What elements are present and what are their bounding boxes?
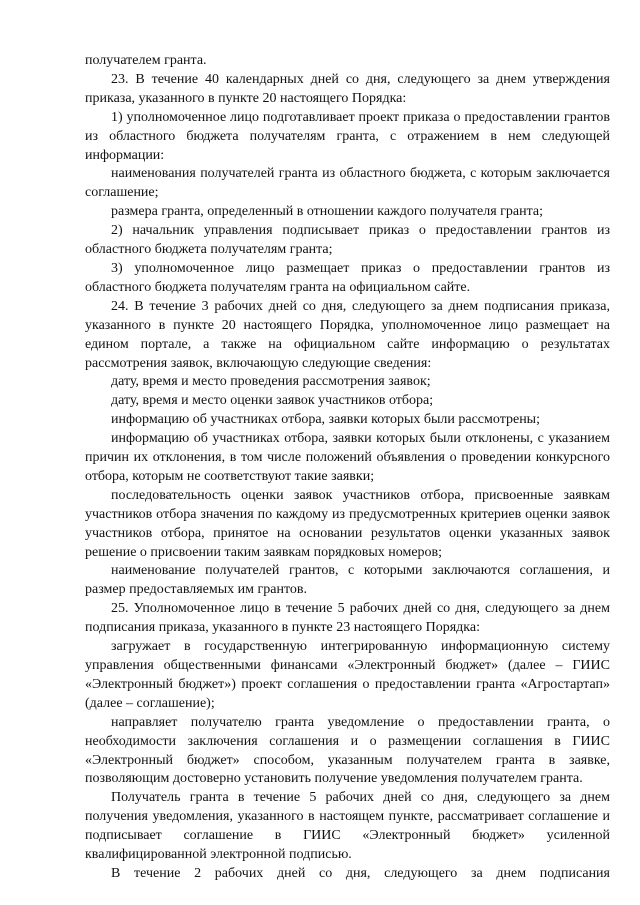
body-paragraph: 1) уполномоченное лицо подготавливает проект приказа о предоставлении грантов из областного бюджета получателям гранта, с отражением в нем следующей информации: [85,109,610,163]
body-paragraph: 3) уполномоченное лицо размещает приказ о предоставлении грантов из областного бюджета получателям гранта на официальном сайте. [85,260,610,295]
body-paragraph: загружает в государственную интегрированную информационную систему управления общественными финансами «Электронный бюджет» (далее – ГИИС «Электронный бюджет») проект соглашения о предоставлении гранта «Агростартап» (далее – соглашение); [85,639,610,711]
body-paragraph: 23. В течение 40 календарных дней со дня, следующего за днем утверждения приказа, указанного в пункте 20 настоящего Порядка: [85,71,610,106]
body-paragraph: последовательность оценки заявок участников отбора, присвоенные заявкам участников отбора значения по каждому из предусмотренных критериев оценки заявок участников отбора, принятое на основании результатов оценки указанных заявок решение о присвоении таким заявкам порядковых номеров; [85,487,610,560]
body-paragraph: В течение 2 рабочих дней со дня, следующего за днем подписания [111,865,610,881]
body-paragraph: размера гранта, определенный в отношении каждого получателя гранта; [111,204,544,220]
body-paragraph: направляет получателю гранта уведомление о предоставлении гранта, о необходимости заключения соглашения и о размещении соглашения в ГИИС «Электронный бюджет» способом, указанным получателем гранта в заявке, позволяющим достоверно установить получение уведомления получателем гранта. [85,714,610,787]
body-paragraph: наименование получателей грантов, с которыми заключаются соглашения, и размер предоставляемых им грантов. [85,563,610,598]
body-paragraph: информацию об участниках отбора, заявки которых были рассмотрены; [111,412,540,428]
body-paragraph: 24. В течение 3 рабочих дней со дня, следующего за днем подписания приказа, указанного в пункте 20 настоящего Порядка, уполномоченное лицо размещает на едином портале, а также на официальном сайте информацию о результатах рассмотрения заявок, включающую следующие сведения: [85,298,610,371]
document-page [85,52,610,884]
body-paragraph: Получатель гранта в течение 5 рабочих дней со дня, следующего за днем получения уведомления, указанного в настоящем пункте, рассматривает соглашение и подписывает соглашение в ГИИС «Электронный бюджет» усиленной квалифицированной электронной подписью. [85,790,610,863]
body-paragraph: получателем гранта. [85,53,207,68]
body-paragraph: дату, время и место проведения рассмотрения заявок; [111,374,431,390]
body-paragraph: 25. Уполномоченное лицо в течение 5 рабочих дней со дня, следующего за днем подписания приказа, указанного в пункте 23 настоящего Порядка: [85,601,610,636]
body-paragraph: 2) начальник управления подписывает приказ о предоставлении грантов из областного бюджета получателям гранта; [85,223,610,258]
body-paragraph: наименования получателей гранта из областного бюджета, с которым заключается соглашение; [85,166,610,201]
body-paragraph: информацию об участниках отбора, заявки которых были отклонены, с указанием причин их отклонения, в том числе положений объявления о проведении конкурсного отбора, которым не соответствуют такие заявки; [85,431,610,484]
body-paragraph: дату, время и место оценки заявок участников отбора; [111,393,434,409]
